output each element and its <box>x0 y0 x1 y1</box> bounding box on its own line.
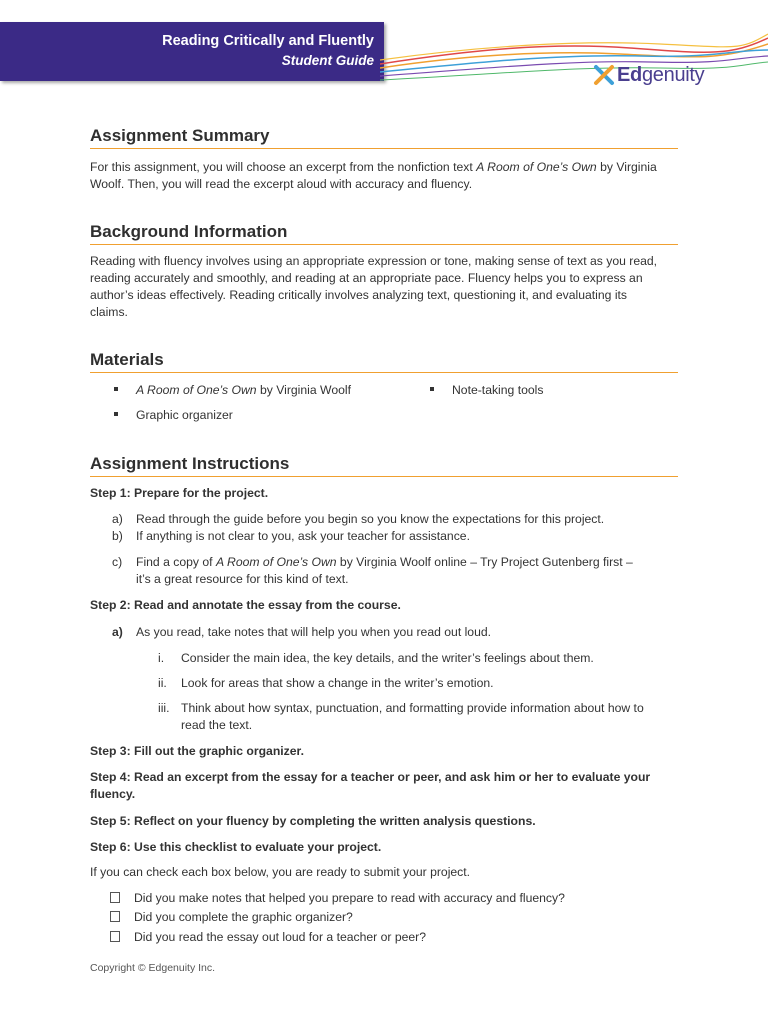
summary-text-line1: For this assignment, you will choose an excerpt from the nonfiction text A Room of One’s Own by Virginia <box>90 160 657 174</box>
material-item-graphic-organizer: Graphic organizer <box>114 407 233 424</box>
step-6: Step 6: Use this checklist to evaluate your project. <box>90 840 382 854</box>
logo-wordmark: Edgenuity <box>617 63 705 86</box>
background-line4: claims. <box>90 305 128 319</box>
step1-item-c-line2: it’s a great resource for this kind of text. <box>136 572 349 586</box>
edgenuity-logo <box>593 61 704 89</box>
checkbox-icon[interactable] <box>110 911 120 922</box>
heading-background-information: Background Information <box>90 222 678 245</box>
heading-materials: Materials <box>90 350 678 373</box>
document-subtitle: Student Guide <box>281 53 374 68</box>
step-3: Step 3: Fill out the graphic organizer. <box>90 744 304 758</box>
heading-assignment-instructions: Assignment Instructions <box>90 454 678 477</box>
background-line2: reading accurately and smoothly, and reading at an appropriate pace. Fluency helps you to express an <box>90 271 643 285</box>
summary-text-line2: Woolf. Then, you will read the excerpt aloud with accuracy and fluency. <box>90 177 473 191</box>
step-5: Step 5: Reflect on your fluency by completing the written analysis questions. <box>90 814 536 828</box>
checkbox-icon[interactable] <box>110 892 120 903</box>
header-band <box>0 22 384 81</box>
checklist-item-1: Did you make notes that helped you prepare to read with accuracy and fluency? <box>110 890 565 907</box>
step2-item-iii-line2: read the text. <box>181 718 253 732</box>
background-line1: Reading with fluency involves using an appropriate expression or tone, making sense of text as you read, <box>90 254 658 268</box>
bullet-icon <box>114 412 118 416</box>
checklist-item-3: Did you read the essay out loud for a teacher or peer? <box>110 929 426 946</box>
checklist-item-2: Did you complete the graphic organizer? <box>110 909 353 926</box>
document-title: Reading Critically and Fluently <box>162 33 374 49</box>
checkbox-icon[interactable] <box>110 931 120 942</box>
material-item-note-taking: Note-taking tools <box>430 382 543 399</box>
logo-x-icon <box>593 64 615 86</box>
bullet-icon <box>430 387 434 391</box>
bullet-icon <box>114 387 118 391</box>
decorative-waves <box>380 20 768 90</box>
step-4-line1: Step 4: Read an excerpt from the essay for a teacher or peer, and ask him or her to evaluate your <box>90 770 651 784</box>
material-item-book: A Room of One’s Own by Virginia Woolf <box>114 382 351 399</box>
heading-assignment-summary: Assignment Summary <box>90 126 678 149</box>
step-2: Step 2: Read and annotate the essay from the course. <box>90 598 401 612</box>
background-line3: author’s ideas effectively. Reading critically involves analyzing text, questioning it, and evaluating its <box>90 288 628 302</box>
step-1: Step 1: Prepare for the project. <box>90 486 269 500</box>
copyright-footer: Copyright © Edgenuity Inc. <box>90 962 216 974</box>
checklist-intro: If you can check each box below, you are ready to submit your project. <box>90 865 471 879</box>
step-4-line2: fluency. <box>90 787 136 801</box>
